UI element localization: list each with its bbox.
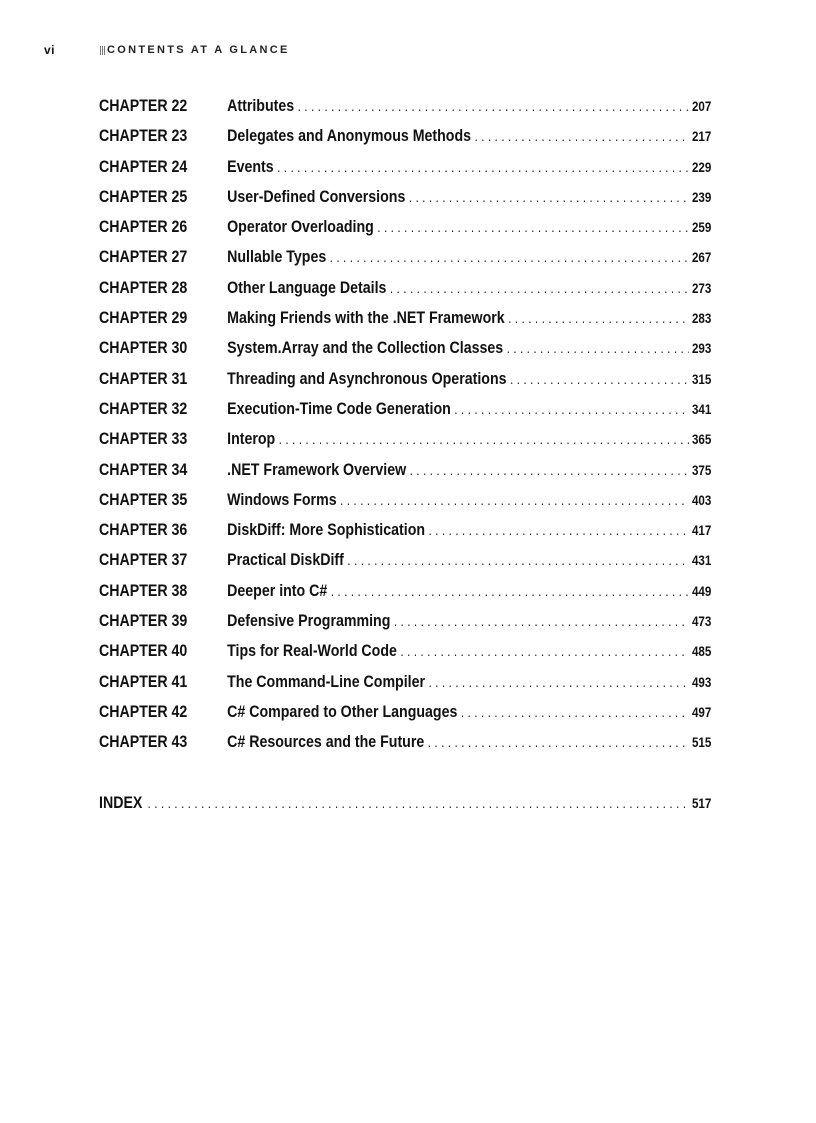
contents-list <box>99 97 712 764</box>
chapter-title: The Command-Line Compiler <box>227 672 426 691</box>
chapter-label: CHAPTER 24 <box>99 157 188 176</box>
chapter-label: CHAPTER 32 <box>99 399 188 418</box>
chapter-title: Windows Forms <box>227 490 337 509</box>
chapter-title: Events <box>227 157 274 176</box>
chapter-title: Making Friends with the .NET Framework <box>227 309 505 328</box>
toc-entry-index[interactable] <box>99 794 711 824</box>
toc-entry[interactable] <box>99 97 711 127</box>
chapter-page-number: 403 <box>691 492 712 508</box>
chapter-title: DiskDiff: More Sophistication <box>227 521 426 540</box>
dot-leader <box>508 310 689 326</box>
chapter-page-number: 493 <box>691 674 712 690</box>
toc-entry[interactable] <box>99 733 711 763</box>
chapter-label: CHAPTER 34 <box>99 460 188 479</box>
dot-leader <box>410 462 690 478</box>
chapter-label: CHAPTER 42 <box>99 702 188 721</box>
toc-entry[interactable] <box>99 673 711 703</box>
dot-leader <box>510 371 689 387</box>
chapter-title: C# Resources and the Future <box>227 733 425 752</box>
chapter-label: CHAPTER 31 <box>99 369 188 388</box>
chapter-page-number: 473 <box>691 614 712 630</box>
chapter-page-number: 273 <box>691 280 712 296</box>
chapter-page-number: 283 <box>691 311 712 327</box>
chapter-title: Interop <box>227 430 276 449</box>
dot-leader <box>409 189 690 205</box>
toc-entry[interactable] <box>99 582 711 612</box>
toc-entry[interactable] <box>99 703 711 733</box>
chapter-title: Deeper into C# <box>227 581 328 600</box>
chapter-label: CHAPTER 26 <box>99 218 188 237</box>
chapter-title: User-Defined Conversions <box>227 187 406 206</box>
toc-entry[interactable] <box>99 612 711 642</box>
chapter-label: CHAPTER 39 <box>99 612 188 631</box>
dot-leader <box>400 643 689 659</box>
chapter-page-number: 341 <box>691 401 712 417</box>
page-folio: vi <box>44 43 56 57</box>
dot-leader <box>428 734 690 750</box>
dot-leader <box>428 522 689 538</box>
chapter-label: CHAPTER 37 <box>99 551 188 570</box>
toc-entry[interactable] <box>99 127 711 157</box>
chapter-page-number: 229 <box>691 159 712 175</box>
index-page-number: 517 <box>691 796 712 811</box>
chapter-title: .NET Framework Overview <box>227 460 407 479</box>
chapter-title: Nullable Types <box>227 248 327 267</box>
chapter-label: CHAPTER 35 <box>99 490 188 509</box>
chapter-page-number: 315 <box>691 371 712 387</box>
dot-leader <box>298 98 690 114</box>
chapter-title: System.Array and the Collection Classes <box>227 339 504 358</box>
toc-entry[interactable] <box>99 279 711 309</box>
dot-leader <box>279 431 690 447</box>
dot-leader <box>474 128 689 144</box>
chapter-label: CHAPTER 30 <box>99 339 188 358</box>
chapter-page-number: 259 <box>691 220 712 236</box>
chapter-title: C# Compared to Other Languages <box>227 702 458 721</box>
chapter-label: CHAPTER 27 <box>99 248 188 267</box>
toc-entry[interactable] <box>99 370 711 400</box>
chapter-page-number: 417 <box>691 523 712 539</box>
chapter-page-number: 515 <box>691 735 712 751</box>
chapter-title: Defensive Programming <box>227 612 391 631</box>
chapter-label: CHAPTER 25 <box>99 187 188 206</box>
toc-entry[interactable] <box>99 642 711 672</box>
chapter-page-number: 365 <box>691 432 712 448</box>
chapter-label: CHAPTER 22 <box>99 97 188 115</box>
chapter-page-number: 485 <box>691 644 712 660</box>
chapter-label: CHAPTER 29 <box>99 309 188 328</box>
toc-entry[interactable] <box>99 430 711 460</box>
toc-entry[interactable] <box>99 551 711 581</box>
chapter-label: CHAPTER 28 <box>99 278 188 297</box>
chapter-title: Threading and Asynchronous Operations <box>227 369 507 388</box>
chapter-page-number: 449 <box>691 583 712 599</box>
dot-leader <box>454 401 689 417</box>
chapter-title: Execution-Time Code Generation <box>227 399 451 418</box>
toc-entry[interactable] <box>99 158 711 188</box>
chapter-label: CHAPTER 33 <box>99 430 188 449</box>
dot-leader <box>148 795 690 811</box>
toc-entry[interactable] <box>99 461 711 491</box>
chapter-page-number: 431 <box>691 553 712 569</box>
chapter-label: CHAPTER 38 <box>99 581 188 600</box>
toc-entry[interactable] <box>99 248 711 278</box>
dot-leader <box>331 583 690 599</box>
dot-leader <box>390 280 689 296</box>
chapter-title: Attributes <box>227 97 295 115</box>
chapter-title: Operator Overloading <box>227 218 374 237</box>
running-head <box>44 42 772 58</box>
dot-leader <box>277 159 689 175</box>
chapter-label: CHAPTER 40 <box>99 642 188 661</box>
chapter-label: CHAPTER 36 <box>99 521 188 540</box>
dot-leader <box>428 674 689 690</box>
chapter-page-number: 267 <box>691 250 712 266</box>
chapter-title: Delegates and Anonymous Methods <box>227 127 472 146</box>
dot-leader <box>340 492 689 508</box>
running-head-title: CONTENTS AT A GLANCE <box>107 44 290 56</box>
index-title: INDEX <box>99 794 143 812</box>
chapter-page-number: 217 <box>691 129 712 145</box>
chapter-title: Other Language Details <box>227 278 387 297</box>
toc-entry[interactable] <box>99 339 711 369</box>
chapter-title: Tips for Real-World Code <box>227 642 397 661</box>
toc-entry[interactable] <box>99 491 711 521</box>
chapter-page-number: 497 <box>691 704 712 720</box>
dot-leader <box>347 552 689 568</box>
chapter-label: CHAPTER 23 <box>99 127 188 146</box>
dot-leader <box>394 613 690 629</box>
dot-leader <box>507 340 690 356</box>
dot-leader <box>461 704 690 720</box>
chapter-label: CHAPTER 43 <box>99 733 188 752</box>
dot-leader <box>330 249 690 265</box>
chapter-page-number: 293 <box>691 341 712 357</box>
toc-entry[interactable] <box>99 521 711 551</box>
toc-entry[interactable] <box>99 400 711 430</box>
chapter-page-number: 207 <box>691 99 712 114</box>
chapter-page-number: 375 <box>691 462 712 478</box>
toc-entry[interactable] <box>99 218 711 248</box>
toc-entry[interactable] <box>99 188 711 218</box>
dot-leader <box>377 219 689 235</box>
header-marker-icon <box>100 46 106 55</box>
chapter-title: Practical DiskDiff <box>227 551 344 570</box>
toc-entry[interactable] <box>99 309 711 339</box>
chapter-label: CHAPTER 41 <box>99 672 188 691</box>
chapter-page-number: 239 <box>691 189 712 205</box>
